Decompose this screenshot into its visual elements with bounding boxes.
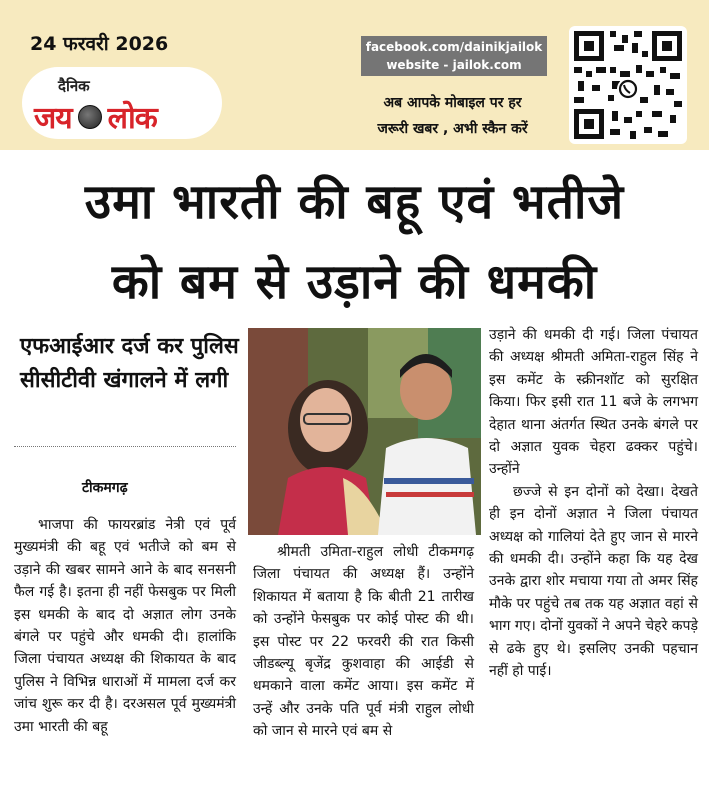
globe-icon [78,105,102,129]
facebook-link[interactable]: facebook.com/dainikjailok [365,40,543,54]
qr-code-icon [574,31,682,139]
headline-line2: को बम से उड़ाने की धमकी [111,254,598,310]
news-photo [248,328,481,535]
scan-prompt-line2: जरूरी खबर , अभी स्कैन करें [377,121,528,137]
edition-date: 24 फरवरी 2026 [30,33,169,55]
logo-prefix: दैनिक [58,77,90,95]
article-column-1 [14,514,236,738]
column-2-text: श्रीमती उमिता-राहुल लोधी टीकमगढ़ जिला पंचायत की अध्यक्ष हैं। उन्होंने शिकायत में बताया है कि बीती 21 तारीख को उन्होंने फेसबुक पर कोई पोस्ट की थी। इस पोस्ट पर 22 फरवरी की रात किसी जीडब्ल्यू बृजेंद्र कुशवाहा की आईडी से धमकाने वाला कमेंट आया। इस कमेंट में उन्हें और उनके पति पूर्व मंत्री राहुल लोधी को जान से मारने एवं बम से [253,544,474,740]
headline-line1: उमा भारती की बहू एवं भतीजे [84,174,625,230]
scan-prompt-line1: अब आपके मोबाइल पर हर [383,95,522,111]
article-column-3 [489,324,698,683]
column-3-text-b: छज्जे से इन दोनों को देखा। देखते ही इन दोनों अज्ञात ने जिला पंचायत अध्यक्ष को गालियां देते हुए जान से मारने की धमकी दी। उन्होंने कहा कि यह देख उनके द्वारा शोर मचाया गया तो अमर सिंह मौके पर पहुंचे तब तक यह अज्ञात वहां से भाग गए। दोनों युवकों ने अपने चेहरे कपड़े से ढके हुए थे। इसलिए उनकी पहचान नहीं हो पाई। [489,483,698,680]
web-links[interactable] [361,36,547,76]
qr-code[interactable] [569,26,687,144]
newspaper-logo [34,96,157,137]
masthead [0,0,709,150]
dateline: टीकमगढ़ [82,480,128,496]
subheading: एफआईआर दर्ज कर पुलिस सीसीटीवी खंगालने में लगी [20,334,239,393]
website-link[interactable]: website - jailok.com [386,58,522,72]
article-column-2 [253,541,474,743]
couple-photo [248,328,481,535]
column-1-text: भाजपा की फायरब्रांड नेत्री एवं पूर्व मुख्यमंत्री की बहू एवं भतीजे को बम से उड़ाने की खबर सामने आने के बाद सनसनी फैल गई है। इतना ही नहीं फेसबुक पर मिली इस धमकी के बाद दो अज्ञात लोग उनके बंगले पर पहुंचे और धमकी दी। हालांकि जिला पंचायत अध्यक्ष की शिकायत के बाद पुलिस ने विभिन्न धाराओं में मामला दर्ज कर जांच शुरू कर दी है। दरअसल पूर्व मुख्यमंत्री उमा भारती की बहू [14,517,236,735]
logo-word-left: जय [34,101,72,136]
divider [14,446,236,447]
logo-word-right: लोक [107,101,157,136]
column-3-text-a: उड़ाने की धमकी दी गई। जिला पंचायत की अध्यक्ष श्रीमती अमिता-राहुल सिंह ने इस कमेंट के स्क्रीनशॉट को सुरक्षित किया। फिर इसी रात 11 बजे के लगभग देहात थाना अंतर्गत स्थित उनके बंगले पर दो अज्ञात युवक चेहरा ढक्कर पहुंचे। उन्होंने [489,327,698,478]
